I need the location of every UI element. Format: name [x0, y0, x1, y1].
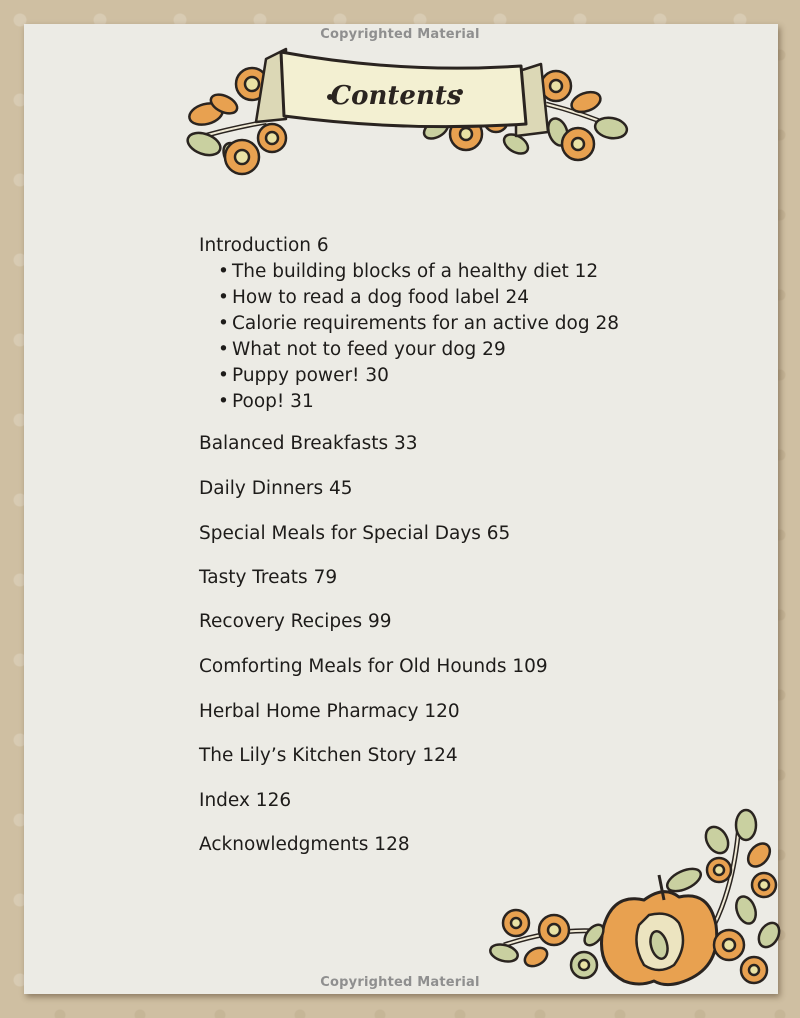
toc-chapter: Acknowledgments 128: [199, 834, 410, 855]
toc-subitem-label: Poop! 31: [232, 391, 314, 412]
toc-chapter: Daily Dinners 45: [199, 478, 353, 499]
toc-subitem-label: The building blocks of a healthy diet 12: [232, 261, 599, 282]
floral-banner-decoration: [186, 44, 636, 194]
toc-subitem: • Calorie requirements for an active dog 28: [218, 313, 619, 334]
contents-banner: [186, 44, 636, 194]
toc-subitem-label: What not to feed your dog 29: [232, 339, 506, 360]
toc-chapter: Herbal Home Pharmacy 120: [199, 701, 460, 722]
toc-chapter: Recovery Recipes 99: [199, 611, 392, 632]
toc-chapter: Index 126: [199, 790, 292, 811]
toc-subitem-label: How to read a dog food label 24: [232, 287, 530, 308]
toc-subitem: • What not to feed your dog 29: [218, 339, 506, 360]
toc-subitem-label: Calorie requirements for an active dog 28: [232, 313, 619, 334]
toc-chapter: The Lily’s Kitchen Story 124: [199, 745, 458, 766]
apple-floral-corner-decoration: [484, 805, 784, 995]
apple-icon: [484, 805, 784, 995]
copyright-watermark-top: Copyrighted Material: [320, 27, 480, 42]
toc-subitem: • The building blocks of a healthy diet 12: [218, 261, 599, 282]
toc-intro: Introduction 6: [199, 235, 329, 256]
toc-subitem: • Poop! 31: [218, 391, 314, 412]
banner-title: Contents: [330, 81, 462, 111]
toc-subitem: • Puppy power! 30: [218, 365, 389, 386]
toc-subitem-label: Puppy power! 30: [232, 365, 389, 386]
toc-chapter: Balanced Breakfasts 33: [199, 433, 418, 454]
toc-chapter: Tasty Treats 79: [199, 567, 338, 588]
toc-subitem: • How to read a dog food label 24: [218, 287, 530, 308]
table-of-contents: [199, 233, 719, 855]
copyright-watermark-bottom: Copyrighted Material: [320, 975, 480, 990]
toc-chapter: Special Meals for Special Days 65: [199, 523, 511, 544]
toc-chapter: Comforting Meals for Old Hounds 109: [199, 656, 548, 677]
